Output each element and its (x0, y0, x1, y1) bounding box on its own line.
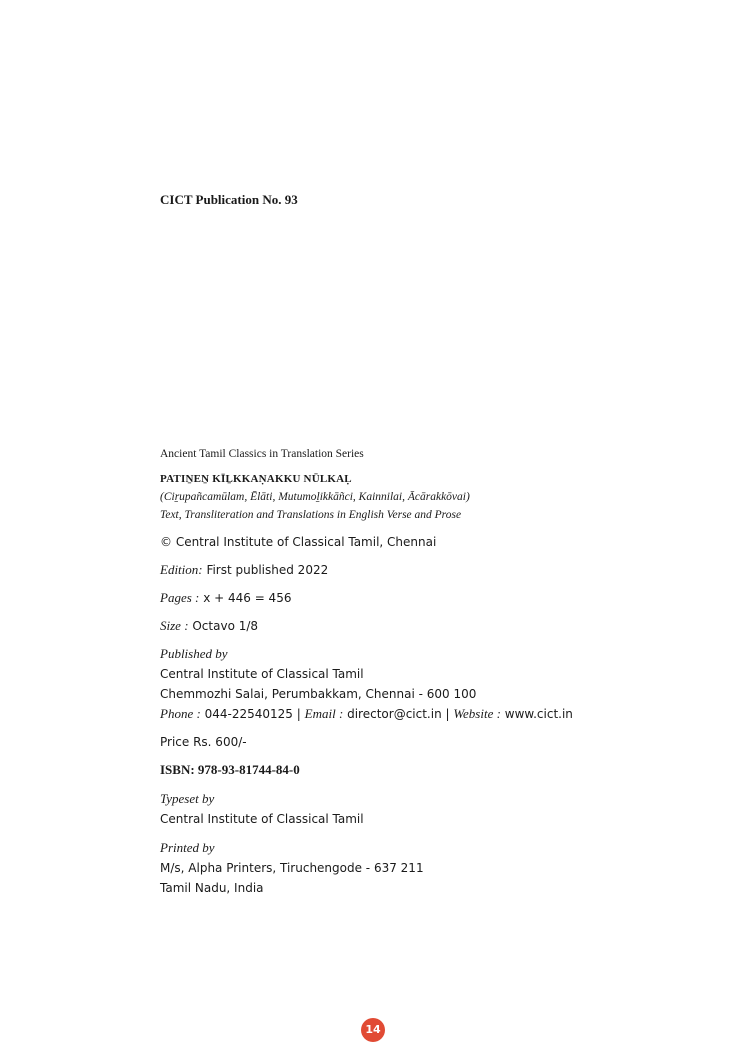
colophon (160, 446, 720, 898)
publisher-contact (160, 704, 720, 724)
website-value: www.cict.in (504, 707, 573, 721)
separator: | (445, 707, 450, 721)
copyright-line: © Central Institute of Classical Tamil, Chennai (160, 535, 437, 549)
pages-value: x + 446 = 456 (203, 591, 292, 605)
pages-line (160, 588, 720, 608)
isbn-line: ISBN: 978-93-81744-84-0 (160, 762, 300, 777)
published-by-label: Published by (160, 646, 228, 661)
website-label: Website : (453, 706, 501, 721)
page-number-badge: 14 (361, 1018, 385, 1042)
edition-label: Edition: (160, 562, 203, 577)
edition-value: First published 2022 (206, 563, 329, 577)
printed-by-label: Printed by (160, 840, 215, 855)
typesetter-name: Central Institute of Classical Tamil (160, 812, 364, 826)
edition-line (160, 560, 720, 580)
email-value: director@cict.in (347, 707, 442, 721)
book-title: PATIṈEṈ KĪḺKKAṆAKKU NŪLKAḶ (160, 473, 352, 485)
size-label: Size : (160, 618, 189, 633)
subtitle-description: Text, Transliteration and Translations in English Verse and Prose (160, 509, 462, 521)
phone-value: 044-22540125 (204, 707, 293, 721)
typeset-by-label: Typeset by (160, 791, 215, 806)
typeset-block (160, 789, 720, 829)
separator: | (296, 707, 301, 721)
printer-location: Tamil Nadu, India (160, 881, 264, 895)
publisher-address: Chemmozhi Salai, Perumbakkam, Chennai - 600 100 (160, 687, 477, 701)
printer-block (160, 838, 720, 898)
printer-name: M/s, Alpha Printers, Tiruchengode - 637 211 (160, 861, 424, 875)
publication-number: CICT Publication No. 93 (160, 192, 298, 207)
size-line (160, 616, 720, 636)
size-value: Octavo 1/8 (192, 619, 259, 633)
subtitle-works: (Ciṟupañcamūlam, Ēlāti, Mutumoḻikkāñci, Kainnilai, Ācārakkōvai) (160, 491, 470, 503)
email-label: Email : (304, 706, 344, 721)
publisher-name: Central Institute of Classical Tamil (160, 667, 364, 681)
publisher-block (160, 644, 720, 724)
phone-label: Phone : (160, 706, 201, 721)
price-line: Price Rs. 600/- (160, 735, 247, 749)
pages-label: Pages : (160, 590, 200, 605)
series-name: Ancient Tamil Classics in Translation Series (160, 448, 364, 460)
